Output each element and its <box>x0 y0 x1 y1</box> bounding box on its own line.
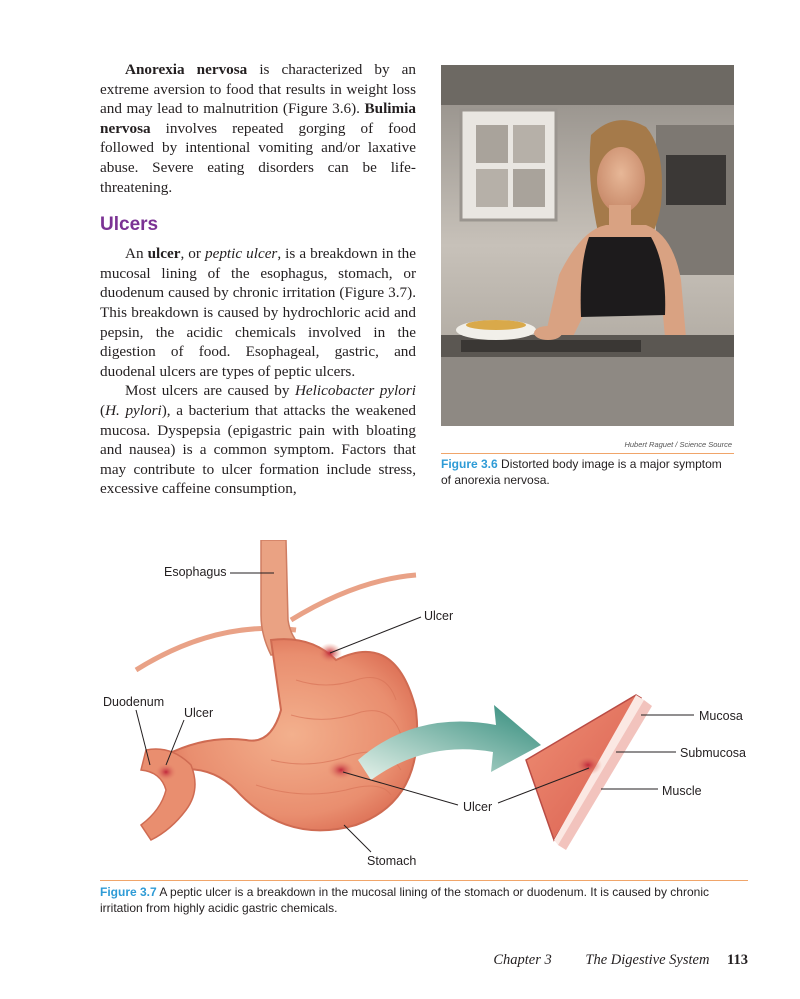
paragraph-ulcer-causes: Most ulcers are caused by Helicobacter pylori (H. pylori), a bacterium that attacks the weakened mucosa. Dyspepsia (epigastric pain with bloating and nausea) is a common symptom. Factors that may contribute to ulcer formation include stress, excessive caffeine consumption, <box>100 382 416 498</box>
label-duodenum: Duodenum <box>103 695 165 709</box>
body-text-column <box>100 60 416 499</box>
paragraph-eating-disorders: Anorexia nervosa is characterized by an extreme aversion to food that results in weight loss and may lead to malnutrition (Figure 3.6). Bulimia nervosa involves repeated gorging of food followed by intentional vomiting and/or laxative abuse. Severe eating disorders can be life-threatening. <box>100 61 416 196</box>
woman-at-table-image <box>441 65 734 426</box>
term-anorexia: Anorexia nervosa <box>125 61 248 78</box>
caption-rule-3-6 <box>441 453 734 454</box>
term-ulcer: ulcer <box>147 245 181 263</box>
photo-credit: Hubert Raguet / Science Source <box>624 440 732 449</box>
figure-3-6-photo <box>441 65 734 426</box>
label-ulcer-middle: Ulcer <box>463 800 493 814</box>
term-bulimia: Bulimia nervosa <box>100 100 416 137</box>
figure-3-6-caption: Figure 3.6 Distorted body image is a major symptom of anorexia nervosa. <box>441 457 722 487</box>
figure-3-6-label: Figure 3.6 <box>441 457 498 471</box>
page-number: 113 <box>727 952 748 968</box>
figure-3-7-caption: Figure 3.7 A peptic ulcer is a breakdown in the mucosal lining of the stomach or duodenum. It is caused by chronic irritation from highly acidic gastric chemicals. <box>100 885 709 915</box>
label-ulcer-stomach: Ulcer <box>424 609 454 623</box>
page-footer <box>493 952 748 969</box>
term-peptic-ulcer: peptic ulcer <box>205 245 278 263</box>
label-mucosa: Mucosa <box>699 709 743 723</box>
label-stomach: Stomach <box>367 854 417 868</box>
section-heading: Ulcers <box>100 214 159 236</box>
label-esophagus: Esophagus <box>164 565 227 579</box>
label-muscle: Muscle <box>662 784 702 798</box>
footer-book-title: The Digestive System <box>585 952 710 968</box>
label-submucosa: Submucosa <box>680 746 747 760</box>
footer-chapter: Chapter 3 <box>493 952 552 968</box>
label-ulcer-duodenum: Ulcer <box>184 706 214 720</box>
caption-rule-3-7 <box>100 880 748 881</box>
paragraph-ulcer-definition: An ulcer, or peptic ulcer, is a breakdown in the mucosal lining of the esophagus, stomach, or duodenum caused by chronic irritation (Figure 3.7). This breakdown is caused by hydrochloric acid and pepsin, the acidic chemicals involved in the digestion of food. Esophageal, gastric, and duodenal ulcers are types of peptic ulcers. <box>100 245 416 380</box>
figure-3-7-diagram <box>96 540 756 870</box>
figure-3-7-label: Figure 3.7 <box>100 885 157 899</box>
stomach-ulcer-illustration <box>96 540 756 870</box>
